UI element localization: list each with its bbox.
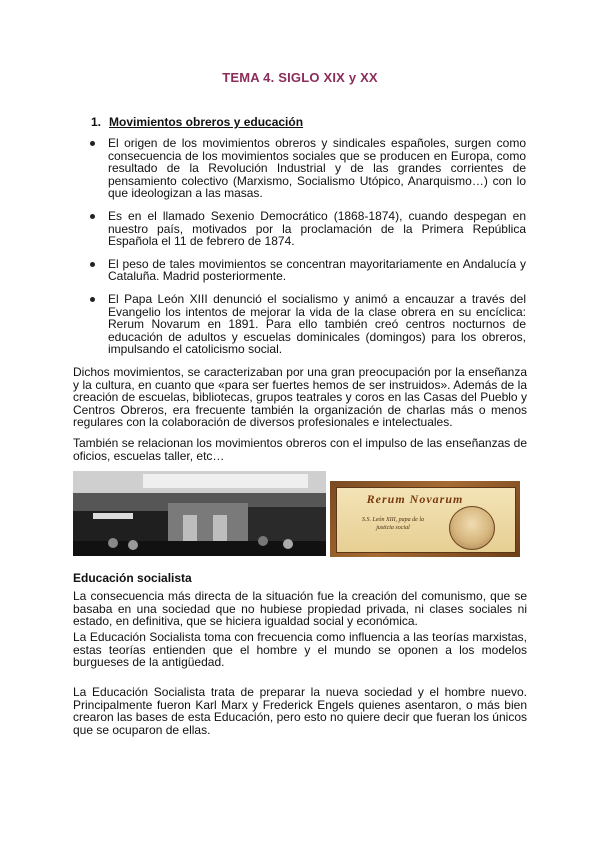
bullet-icon — [90, 297, 95, 302]
pope-portrait-icon — [449, 506, 495, 550]
paragraph: La Educación Socialista toma con frecuencia como influencia a las teorías marxistas, estas teorías entienden que el hombre y el mundo se oponen a los modelos burgueses de la antigüedad. — [73, 630, 527, 670]
bullet-text: El peso de tales movimientos se concentran mayoritariamente en Andalucía y Cataluña. Madrid posteriormente. — [108, 256, 526, 284]
scroll-title: Rerum Novarum — [366, 492, 464, 506]
bullet-item — [88, 210, 526, 248]
bullet-item — [88, 137, 526, 200]
section-number: 1. — [91, 115, 102, 129]
bullet-text: Es en el llamado Sexenio Democrático (1868-1874), cuando despegan en nuestro país, motivados por la proclamación de la Primera República Española el 11 de febrero de 1874. — [108, 208, 526, 249]
paragraph: La consecuencia más directa de la situación fue la creación del comunismo, que se basaba en una sociedad que no hubiese propiedad privada, ni clases sociales ni estado, en definitiva, que se hiciera igualdad social y económica. — [73, 589, 527, 629]
section-heading-text: Movimientos obreros y educación — [109, 115, 304, 129]
section-heading-movimientos — [91, 115, 303, 129]
paragraph: También se relacionan los movimientos obreros con el impulso de las enseñanzas de oficios, escuelas taller, etc… — [73, 436, 527, 463]
paragraph: Dichos movimientos, se caracterizaban por una gran preocupación por la enseñanza y la cultura, en cuanto que «para ser fuertes hemos de ser instruidos». Además de la creación de escuelas, bibliotecas, grupos teatrales y coros en las Casas del Pueblo y Centros Obreros, era frecuente también la organización de charlas más o menos regulares con la colaboración de diversos profesionales e intelectuales. — [73, 365, 527, 430]
page-title: TEMA 4. SIGLO XIX y XX — [222, 70, 378, 85]
bullet-text: El origen de los movimientos obreros y sindicales españoles, surgen como consecuencia de los movimientos sociales que se producen en Europa, como resultado de la Revolución Industrial y de las grandes corrientes de pensamiento colectivo (Marxismo, Socialismo Utópico, Anarquismo…) con lo que ideologizan a las masas. — [108, 136, 526, 201]
bullet-icon — [90, 141, 95, 146]
scroll-subtitle: S.S. León XIII, papa de la justicia social — [362, 517, 424, 531]
bullet-icon — [90, 214, 95, 219]
paragraph: La Educación Socialista trata de preparar la nueva sociedad y el hombre nuevo. Principalmente fueron Karl Marx y Frederick Engels quienes asentaron, o más bien crearon las bases de esta Educación, pero esto no quiere decir que fueran los únicos que se ocuparon de ellas. — [73, 685, 527, 737]
section-heading-educacion-socialista: Educación socialista — [73, 571, 192, 585]
bullet-item — [88, 293, 526, 356]
bullet-text: El Papa León XIII denunció el socialismo y animó a encauzar a través del Evangelio los intentos de mejorar la vida de la clase obrera en su encíclica: Rerum Novarum en 1891. Para ello también creó centros nocturnos de educación de adultos y escuelas dominicales (domingos) para los obreros, impulsando el catolicismo social. — [108, 291, 526, 357]
bullet-list — [88, 137, 526, 366]
rerum-novarum-image — [330, 481, 520, 557]
bullet-item — [88, 258, 526, 283]
scroll-panel — [336, 487, 516, 553]
bullet-icon — [90, 262, 95, 267]
workers-photo-image — [73, 471, 326, 556]
